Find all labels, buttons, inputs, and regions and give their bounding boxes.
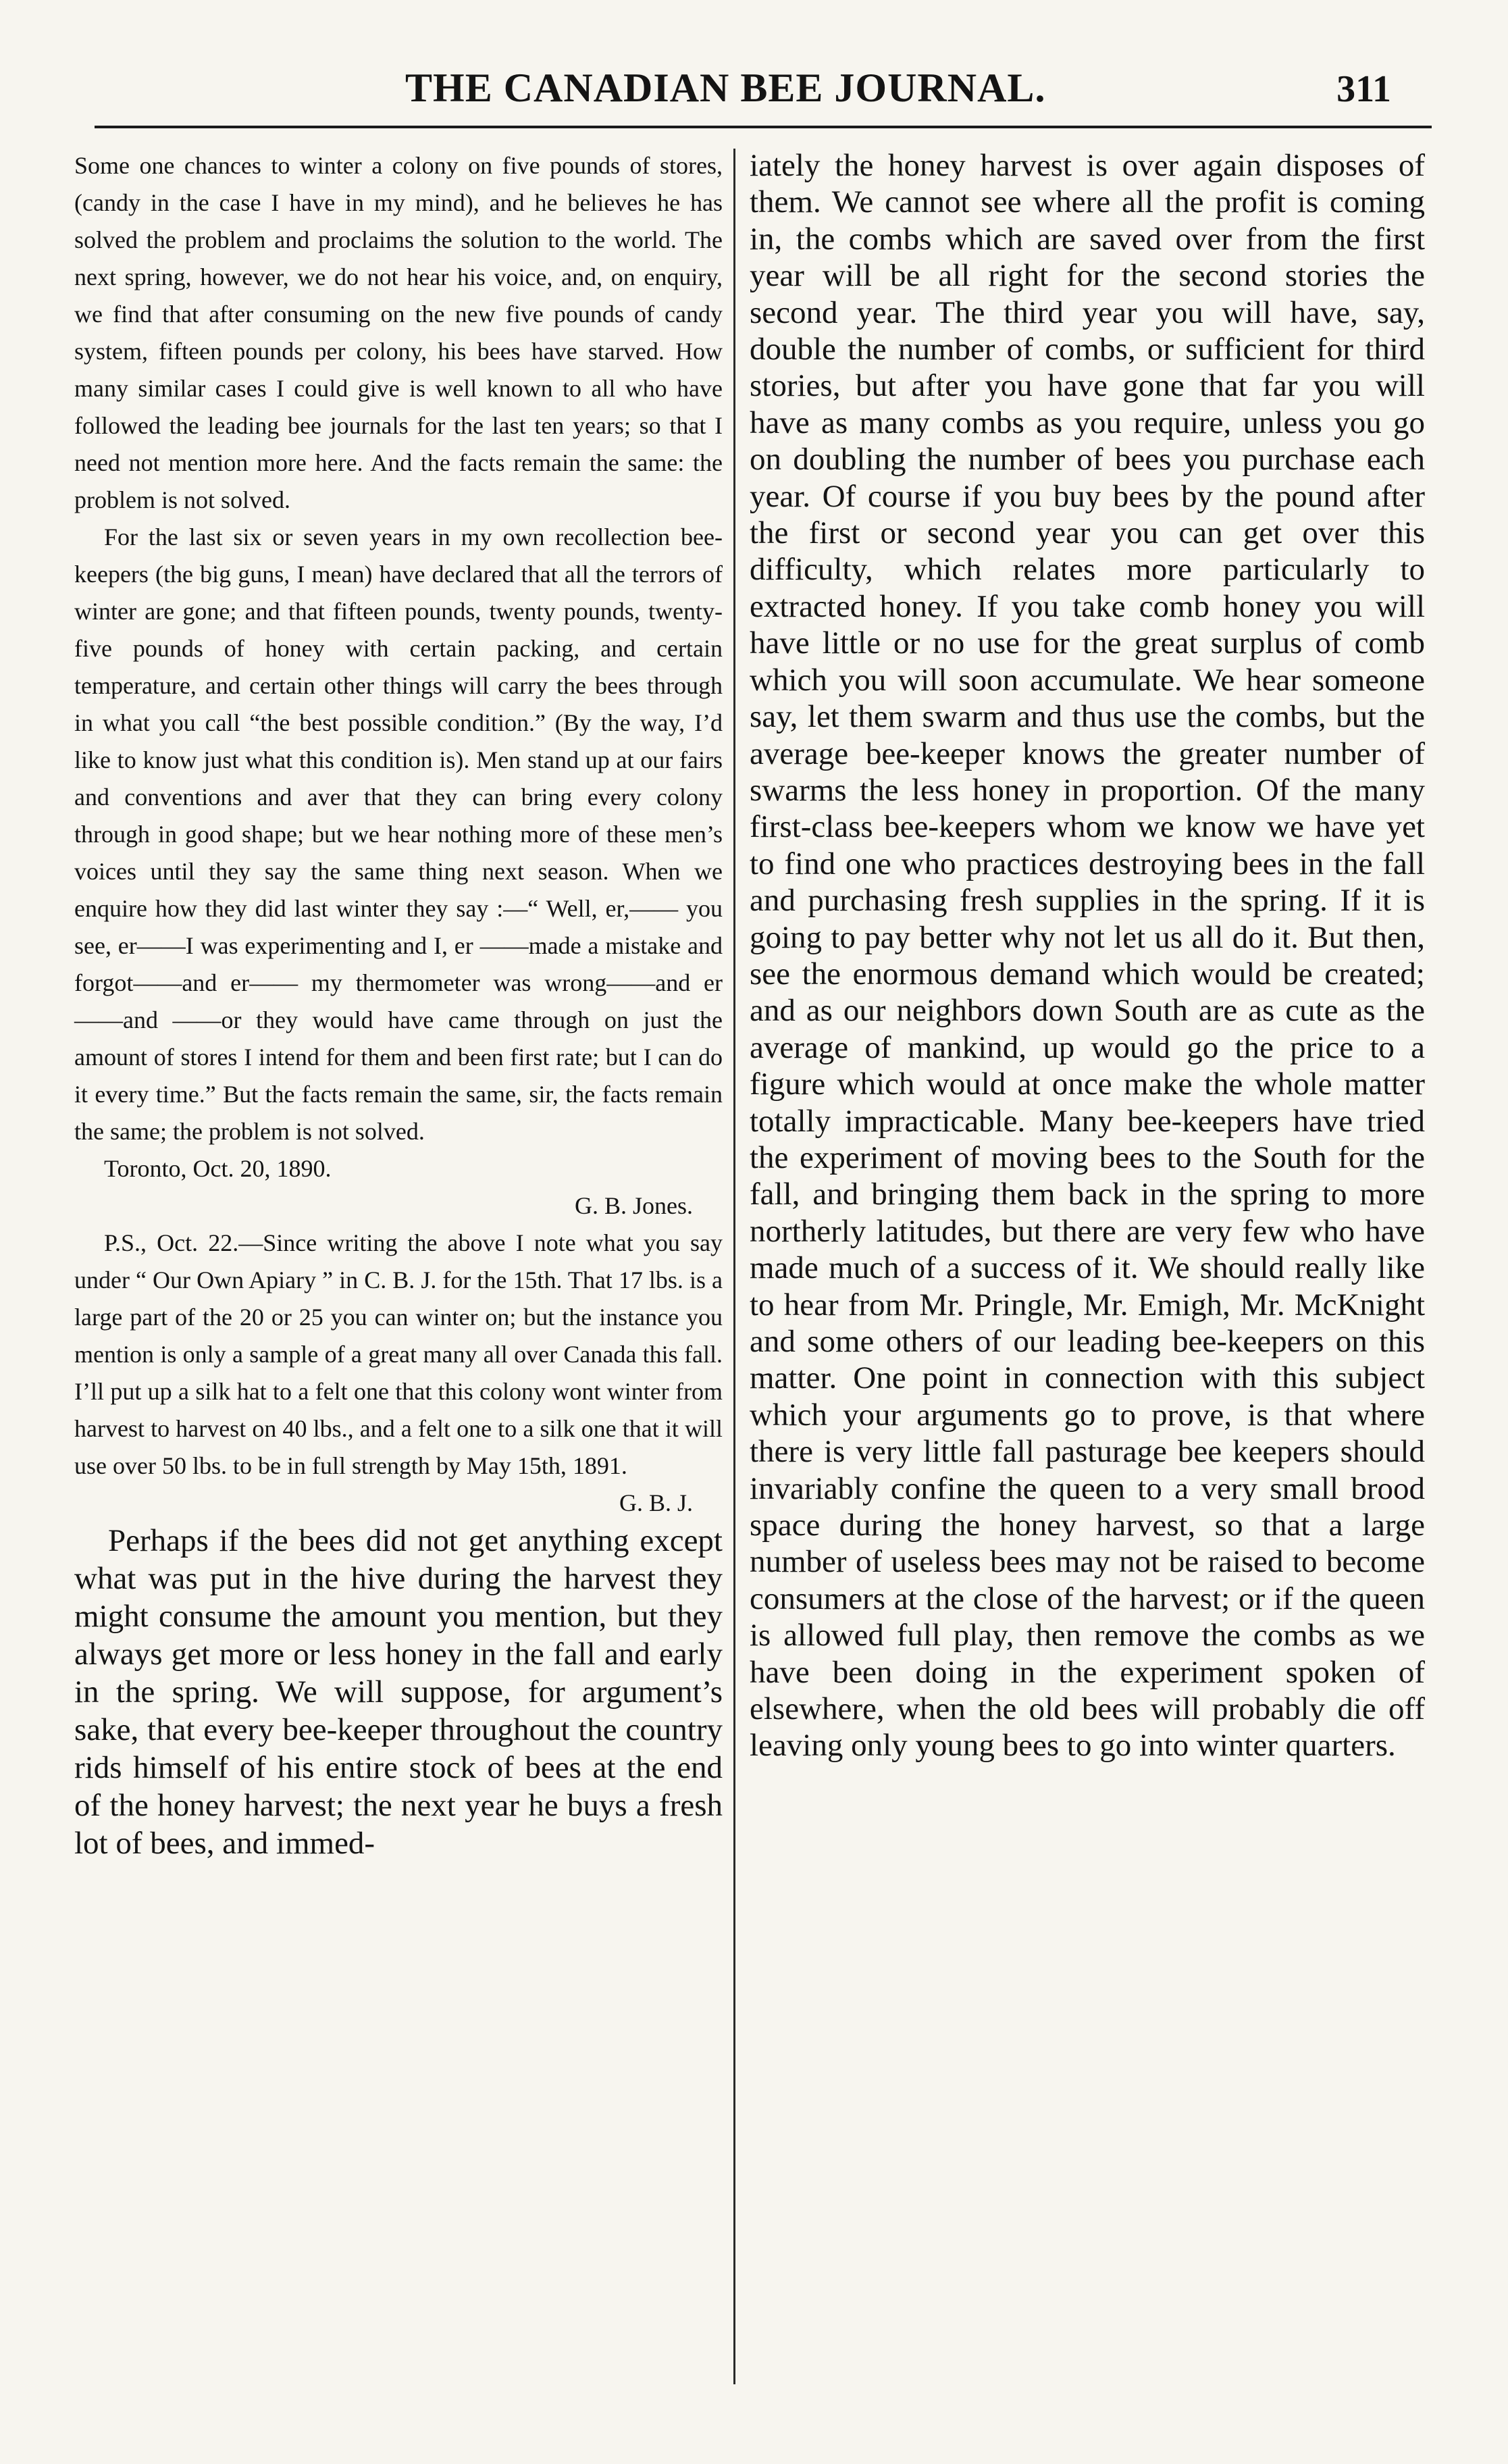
letter-signature: G. B. Jones. bbox=[574, 1192, 693, 1219]
letter-section bbox=[74, 147, 723, 1522]
reply-paragraph: Perhaps if the bees did not get anything except what was put in the hive during the harvest they might consume the amount you mention, but they always get more or less honey in the fall and early in the spring. We will suppose, for argument’s sake, that every bee-keeper throughout the country rids himself of his entire stock of bees at the end of the honey harvest; the next year he buys a fresh lot of bees, and immed- bbox=[74, 1523, 723, 1861]
letter-paragraph-2: For the last six or seven years in my own recollection bee-keepers (the big guns, I mean) have declared that all the terrors of winter are gone; and that fifteen pounds, twenty pounds, twenty-five pounds of honey with certain packing, and certain temperature, and certain other things will carry the bees through in what you call “the best possible condition.” (By the way, I’d like to know just what this condition is). Men stand up at our fairs and conventions and aver that they can bring every colony through in good shape; but we hear nothing more of these men’s voices until they say the same thing next season. When we enquire how they did last winter they say :—“ Well, er,—— you see, er——I was experimenting and I, er ——made a mistake and forgot——and er—— my thermometer was wrong——and er——and ——or they would have came through on just the amount of stores I intend for them and been first rate; but I can do it every time.” But the facts remain the same, sir, the facts remain the same; the problem is not solved. bbox=[74, 523, 723, 1145]
letter-paragraph-1: Some one chances to winter a colony on five pounds of stores, (candy in the case I have in my mind), and he believes he has solved the problem and proclaims the solution to the world. The next spring, however, we do not hear his voice, and, on enquiry, we find that after consuming on the new five pounds of candy system, fifteen pounds per colony, his bees have starved. How many similar cases I could give is well known to all who have followed the leading bee journals for the last ten years; so that I need not mention more here. And the facts remain the same: the problem is not solved. bbox=[74, 152, 723, 513]
reply-continued: iately the honey harvest is over again disposes of them. We cannot see where all the profit is coming in, the combs which are saved over from the first year will be all right for the second stories the second year. The third year you will have, say, double the number of combs, or sufficient for third stories, but after you have gone that far you will have as many combs as you require, unless you go on doubling the number of bees you purchase each year. Of course if you buy bees by the pound after the first or second year you can get over this difficulty, which relates more particularly to extracted honey. If you take comb honey you will have little or no use for the great surplus of comb which you will soon accumulate. We hear someone say, let them swarm and thus use the combs, but the average bee-keeper knows the greater number of swarms the less honey in proportion. Of the many first-class bee-keepers whom we know we have yet to find one who practices destroying bees in the fall and purchasing fresh supplies in the spring. If it is going to pay better why not let us all do it. But then, see the enormous demand which would be created; and as our neighbors down South are as cute as the average of mankind, up would go the price to a figure which would at once make the whole matter totally impracticable. Many bee-keepers have tried the experiment of moving bees to the South for the fall, and bringing them back in the spring to more northerly latitudes, but there are very few who have made much of a success of it. We should really like to hear from Mr. Pringle, Mr. Emigh, Mr. McKnight and some others of our leading bee-keepers on this matter. One point in connection with this subject which your arguments go to prove, is that where there is very little fall pasturage bee keepers should invariably confine the queen to a very small brood space during the honey harvest, so that a large number of useless bees may not be raised to become consumers at the close of the harvest; or if the queen is allowed full play, then remove the combs as we have been doing in the experiment spoken of elsewhere, when the old bees will probably die off leaving only young bees to go into winter quarters. bbox=[750, 148, 1425, 1764]
page-number: 311 bbox=[1336, 68, 1391, 110]
column-divider bbox=[733, 149, 735, 2384]
postscript-signature: G. B. J. bbox=[619, 1489, 693, 1516]
left-column bbox=[74, 147, 723, 1862]
editor-reply-start bbox=[74, 1522, 723, 1862]
journal-title: THE CANADIAN BEE JOURNAL. bbox=[405, 66, 1046, 110]
letter-dateline: Toronto, Oct. 20, 1890. bbox=[104, 1155, 332, 1182]
page-header bbox=[95, 65, 1432, 128]
postscript: P.S., Oct. 22.—Since writing the above I note what you say under “ Our Own Apiary ” in C. B. J. for the 15th. That 17 lbs. is a large part of the 20 or 25 you can winter on; but the instance you mention is only a sample of a great many all over Canada this fall. I’ll put up a silk hat to a felt one that this colony wont winter from harvest to harvest on 40 lbs., and a felt one to a silk one that it will use over 50 lbs. to be in full strength by May 15th, 1891. bbox=[74, 1229, 723, 1479]
right-column bbox=[750, 147, 1425, 1764]
